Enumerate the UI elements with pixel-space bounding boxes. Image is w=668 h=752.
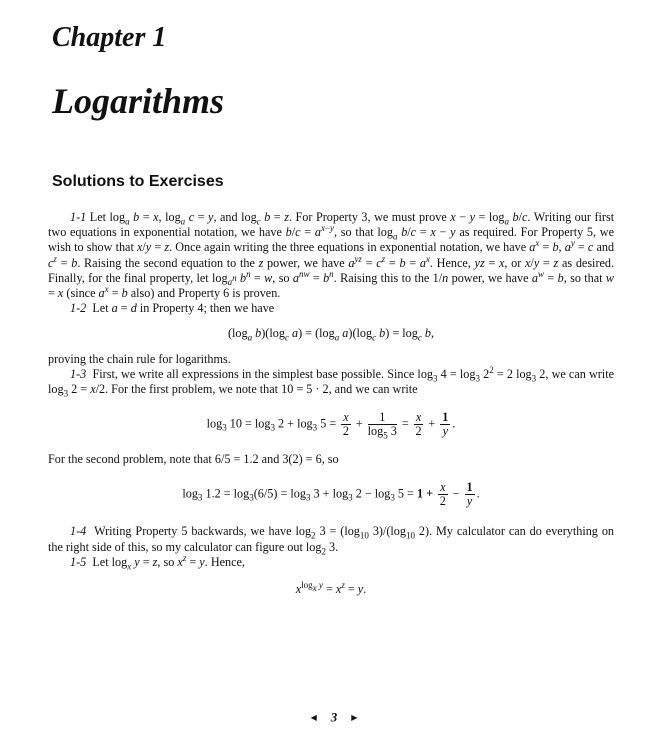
solution-1-3: 1-3 First, we write all expressions in the simplest base possible. Since $\log_3 4 = \log_3 2^2 = 2$ $\log_3 2$, we can write $\log_3 2 = x/2$. For the first problem, we note that 10 = 5 · 2, and we can write bbox=[48, 364, 615, 399]
solution-1-4: 1-4 Writing Property 5 backwards, we have $\log_2 3 = (\log_{10}$ $3)/(\log_{10}$ 2). My calculator can do everything on the right side of this, so my calculator can figure out $\log_2 3$. bbox=[48, 524, 615, 557]
triangle-left-icon: ◀ bbox=[310, 712, 317, 722]
exercise-number: 1-1 bbox=[70, 210, 87, 224]
exercise-number: 1-5 bbox=[70, 554, 87, 569]
exercise-number: 1-3 bbox=[70, 366, 87, 381]
text-chain-rule: proving the chain rule for logarithms. bbox=[48, 351, 231, 366]
exercise-number: 1-2 bbox=[70, 301, 87, 316]
chapter-label: Chapter 1 bbox=[52, 22, 167, 53]
equation-log3-1-2: $\log_3 1.2 = \log_3(6/5) = \log_3 3 + \log_3 2 - \log_3 5 = 1$ + $\frac{x}{2}$ − $\frac{1}{y}$ . bbox=[182, 480, 480, 509]
equation-x-log: $x^{log_x y} = x^z = y$. bbox=[295, 579, 367, 597]
exercise-number: 1-4 bbox=[70, 524, 87, 539]
page-footer bbox=[0, 708, 668, 726]
section-title: Solutions to Exercises bbox=[52, 173, 224, 190]
solution-1-2: 1-2 Let a = d in Property 4; then we have bbox=[70, 301, 275, 316]
text-second-problem: For the second problem, note that 6/5 = 1.2 and 3(2) = 6, so bbox=[48, 452, 339, 467]
equation-log3-10: $\log_3 10 = \log_3 2 + \log_3 5$ = $\frac{x}{2}$ + $\frac{1}{\log_5 3}$ = $\frac{x}{2}$ + $\frac{1}{y}$ . bbox=[206, 410, 456, 441]
solutions-body bbox=[48, 210, 614, 607]
solution-1-1: 1-1 Let $\log_a b = x$, $\log_a c = y$, and $\log_c b = z$. For Property 3, we must prove $x - y = \log_a b/c$. Writing our first two equations in exponential notation, we have $b/c = a^{x-y}$, so that $\log_a b/c = x - y$ as required. For Property 5, we wish to show that x/y = z. Once again writing the three equations in exponential notation, we have $a^x = b$, $a^y = c$ and $c^z = b$. Raising the second equation to the z power, we have $a^{yz} = c^z = b = a^x$. Hence, yz = x, or x/y = z as desired. Finally, for the final property, let $\log_{a^n} b^n = w$, so $a^{nw} = b^n$. Raising this to the 1/n power, we have $a^w = b$, so that w = x (since $a^x = b$ also) and Property 6 is proven. bbox=[48, 210, 615, 301]
triangle-right-icon: ▶ bbox=[351, 712, 358, 722]
chapter-title: Logarithms bbox=[52, 81, 225, 121]
equation-chain-rule: ($\log_a$ $b)(\log_c$ $a) = (\log_a$ $a)(\log_c$ $b) = \log_c b$, bbox=[227, 326, 435, 343]
page-number: 3 bbox=[330, 709, 338, 725]
solution-1-5: 1-5 Let $\log_x y = z$, so $x^z = y$. Hence, bbox=[70, 552, 245, 572]
